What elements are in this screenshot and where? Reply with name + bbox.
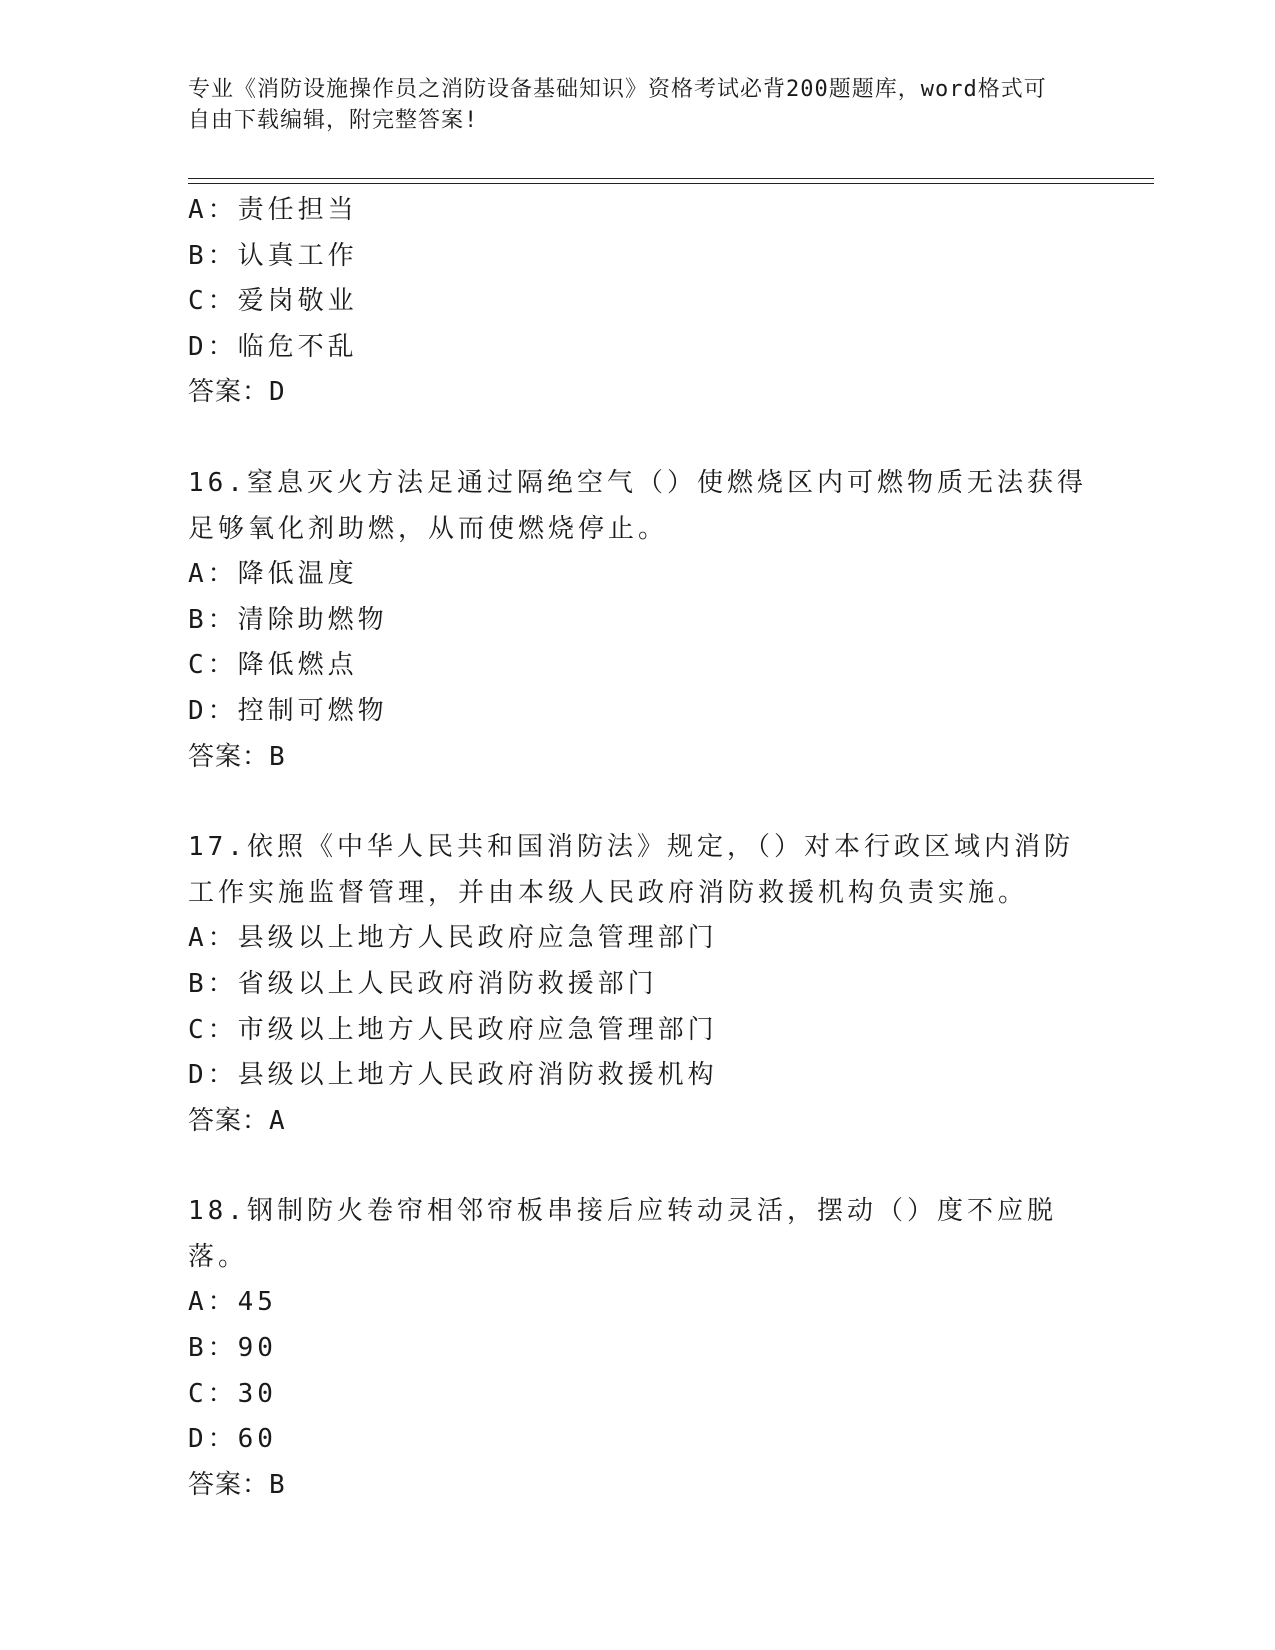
option-c: C：降低燃点 xyxy=(188,650,358,681)
option-d: D：60 xyxy=(188,1424,277,1455)
option-a: A：责任担当 xyxy=(188,195,358,225)
option-a: A：降低温度 xyxy=(188,559,358,590)
question-18 xyxy=(188,1189,1088,1508)
answer-line: 答案：A xyxy=(188,1105,286,1136)
question-list xyxy=(188,188,1088,1508)
option-b: B：认真工作 xyxy=(188,240,358,271)
option-a: A：县级以上地方人民政府应急管理部门 xyxy=(188,923,718,954)
answer-line: 答案：D xyxy=(188,377,286,408)
option-b: B：清除助燃物 xyxy=(188,604,388,635)
header-rule-top xyxy=(188,178,1154,179)
question-15-tail xyxy=(188,188,1088,416)
answer-line: 答案：B xyxy=(188,741,286,772)
question-17 xyxy=(188,825,1088,1144)
option-d: D：控制可燃物 xyxy=(188,695,388,726)
answer-line: 答案：B xyxy=(188,1469,286,1500)
question-text: 17.依照《中华人民共和国消防法》规定，（）对本行政区域内消防工作实施监督管理，并由本级人民政府消防救援机构负责实施。 xyxy=(188,832,1074,908)
option-c: C：市级以上地方人民政府应急管理部门 xyxy=(188,1014,718,1045)
header-rule-bottom xyxy=(188,183,1154,184)
question-16 xyxy=(188,461,1088,780)
question-text: 18.钢制防火卷帘相邻帘板串接后应转动灵活，摆动（）度不应脱落。 xyxy=(188,1196,1057,1272)
option-c: C：爱岗敬业 xyxy=(188,286,358,317)
option-a: A：45 xyxy=(188,1287,277,1318)
option-b: B：省级以上人民政府消防救援部门 xyxy=(188,968,658,999)
option-b: B：90 xyxy=(188,1333,277,1364)
option-c: C：30 xyxy=(188,1378,277,1409)
option-d: D：临危不乱 xyxy=(188,331,358,362)
document-header: 专业《消防设施操作员之消防设备基础知识》资格考试必背200题题库，word格式可自由下载编辑，附完整答案! xyxy=(188,77,1047,133)
option-d: D：县级以上地方人民政府消防救援机构 xyxy=(188,1060,718,1091)
question-text: 16.窒息灭火方法足通过隔绝空气（）使燃烧区内可燃物质无法获得足够氧化剂助燃，从而使燃烧停止。 xyxy=(188,467,1087,544)
